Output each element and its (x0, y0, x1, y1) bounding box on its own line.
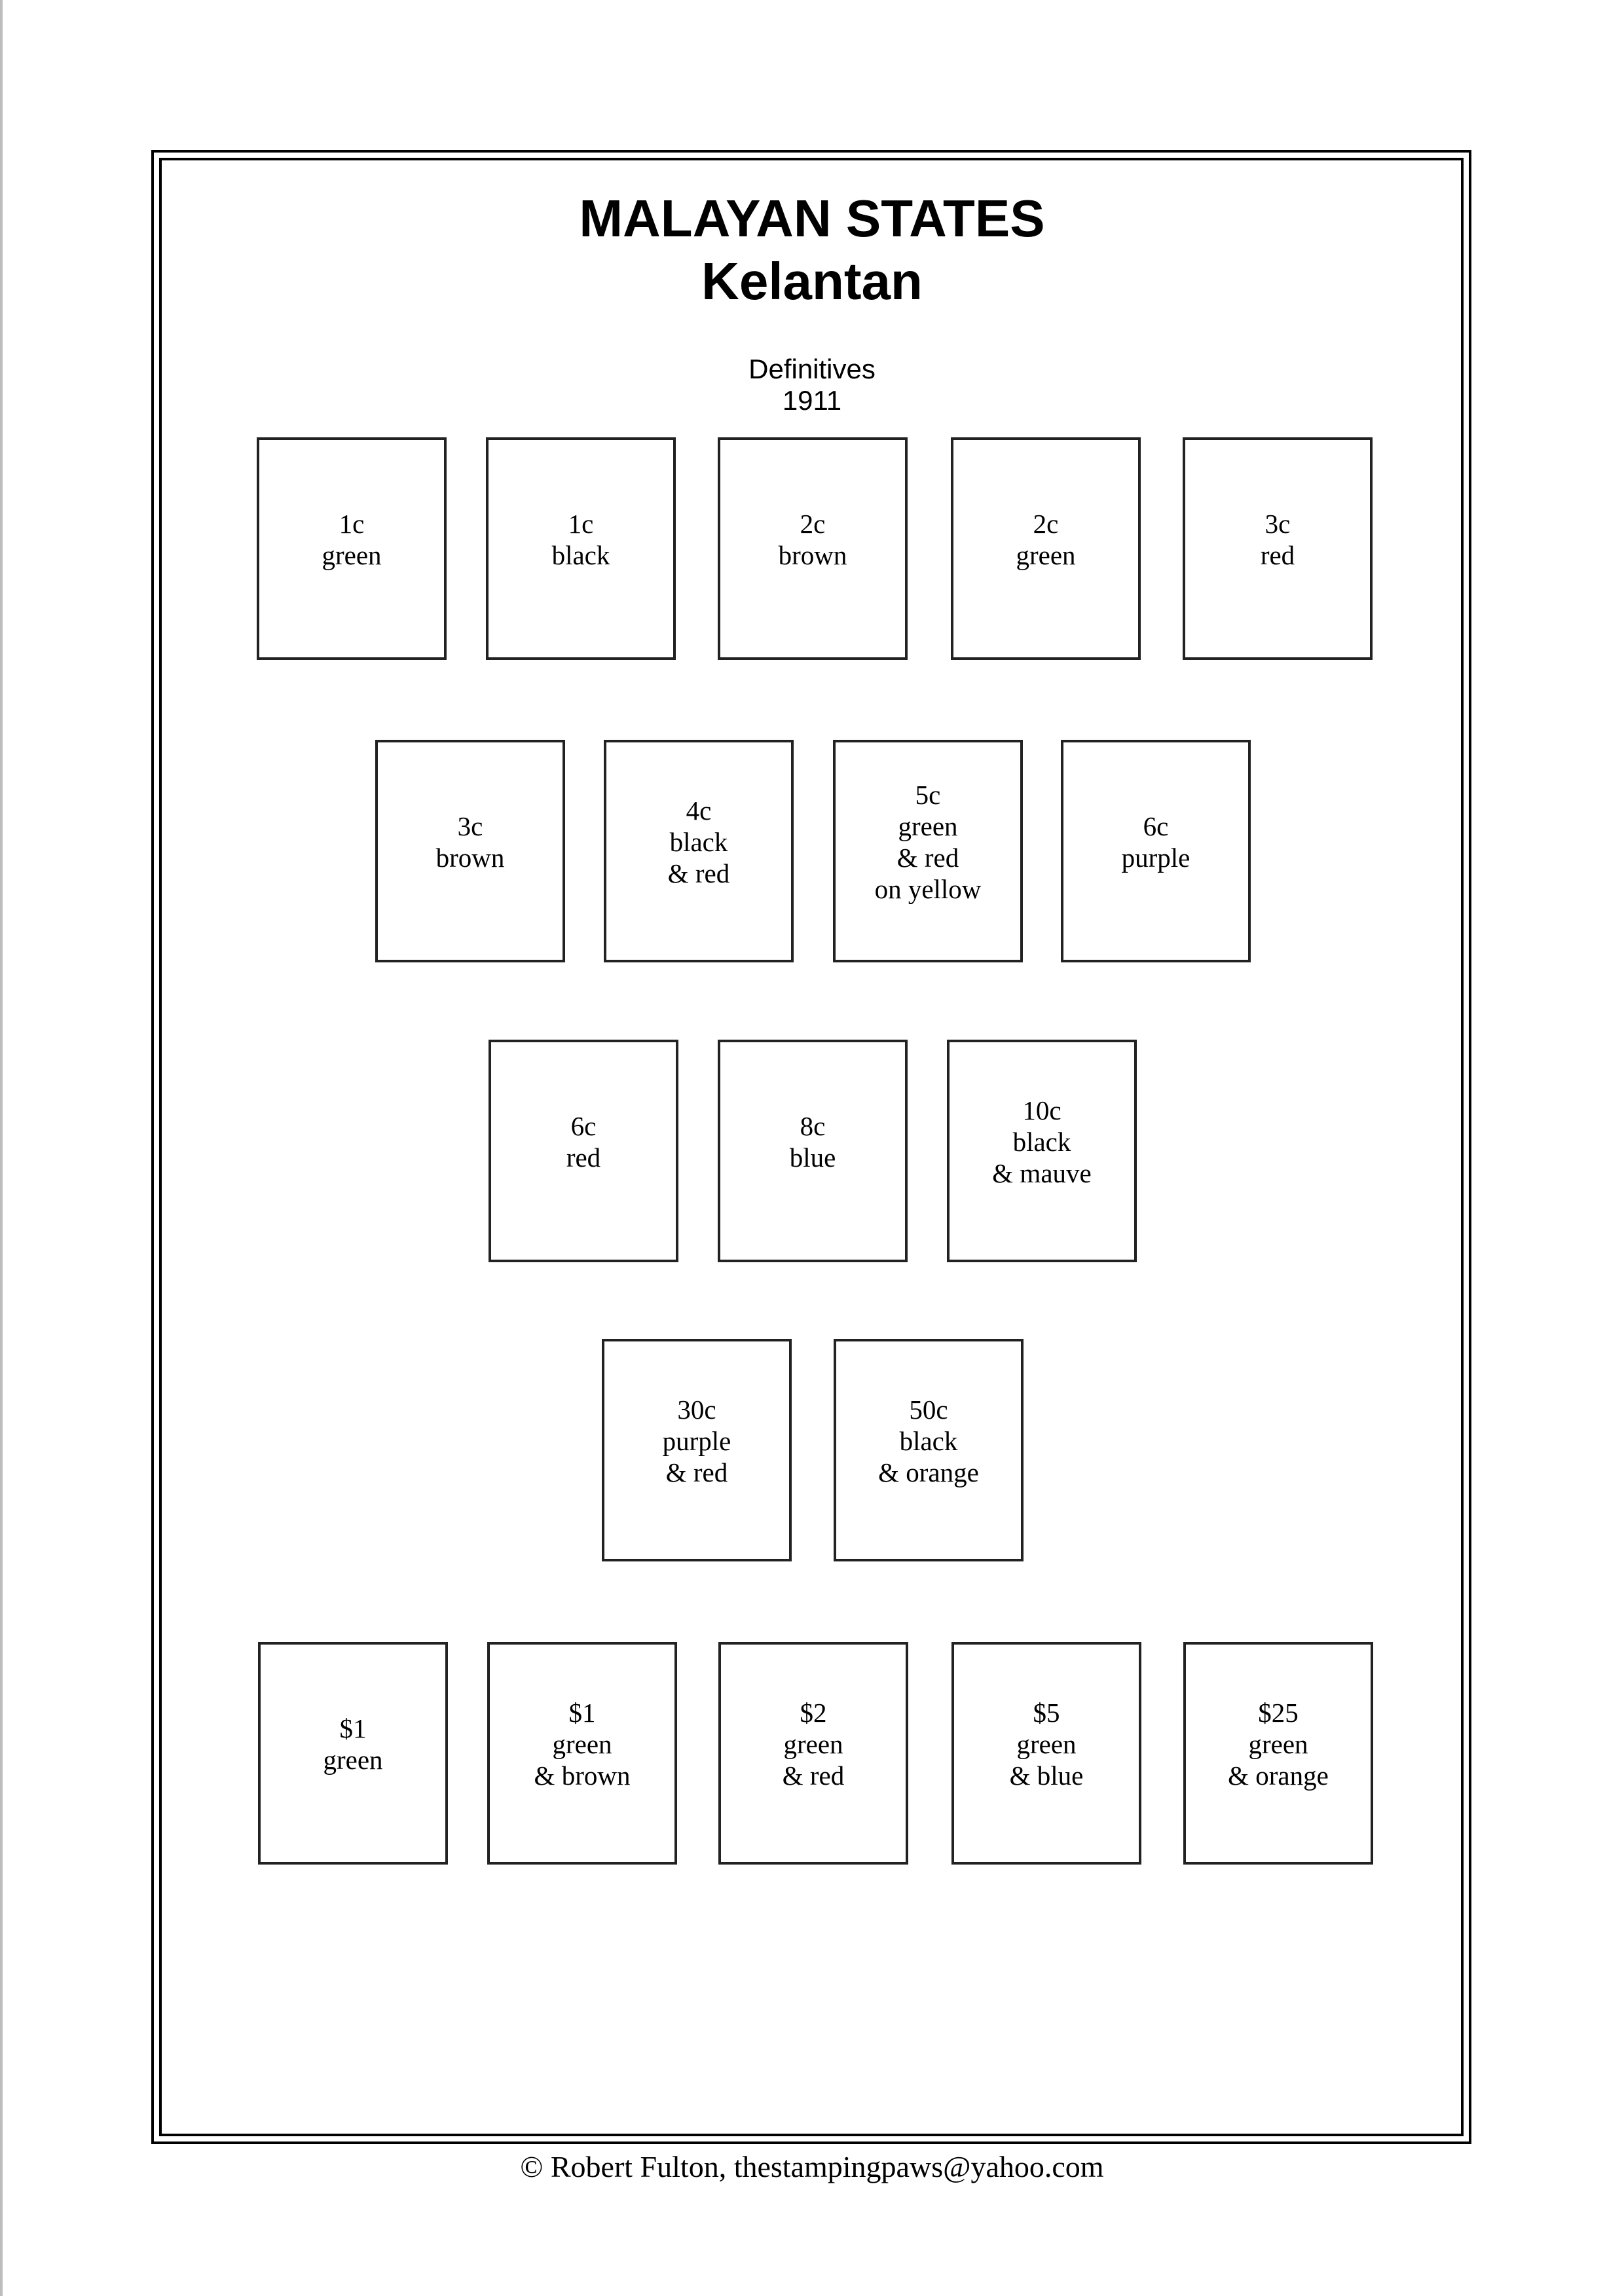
stamp-caption-line: green (1016, 1729, 1077, 1759)
stamp-caption-line: 3c (1264, 509, 1291, 539)
stamp-caption-line: black (899, 1426, 958, 1456)
stamp-caption-line: 1c (568, 509, 594, 539)
stamp-space (486, 437, 676, 660)
stamp-caption-line: 10c (1022, 1095, 1061, 1125)
stamp-caption-line: green (552, 1729, 612, 1759)
stamp-caption-line: & brown (534, 1760, 631, 1791)
stamp-space (258, 1642, 448, 1865)
stamp-space (489, 1040, 678, 1262)
album-title: MALAYAN STATES (579, 189, 1045, 247)
stamp-space (834, 1339, 1024, 1561)
stamp-caption-line: black (551, 540, 610, 570)
stamp-caption-line: 2c (800, 509, 826, 539)
stamp-caption-line: 5c (915, 780, 941, 810)
stamp-caption-line: & red (896, 843, 959, 873)
stamp-caption-line: & red (667, 858, 730, 888)
stamp-caption-line: green (783, 1729, 843, 1759)
stamp-space (718, 1642, 908, 1865)
stamp-caption-line: 6c (570, 1111, 597, 1141)
stamp-caption-line: 1c (339, 509, 365, 539)
copyright-footer: © Robert Fulton, thestampingpaws@yahoo.com (520, 2150, 1104, 2183)
stamp-caption-line: green (322, 540, 382, 570)
album-subtitle: Kelantan (701, 252, 923, 310)
stamp-caption-line: 3c (457, 811, 483, 841)
stamp-caption-line: purple (662, 1426, 731, 1456)
stamp-caption-line: 8c (800, 1111, 826, 1141)
stamp-caption-line: & orange (878, 1457, 979, 1487)
stamp-caption-line: 50c (909, 1394, 948, 1425)
stamp-space (487, 1642, 677, 1865)
stamp-caption-line: & red (782, 1760, 845, 1791)
stamp-caption-line: green (323, 1745, 383, 1775)
stamp-caption-line: $1 (339, 1713, 367, 1743)
stamp-space (375, 740, 565, 962)
stamp-caption-line: $5 (1033, 1698, 1060, 1728)
page-edge (0, 0, 3, 2296)
stamp-space (1061, 740, 1251, 962)
section-year: 1911 (782, 385, 842, 416)
stamp-caption-line: brown (435, 843, 505, 873)
stamp-caption-line: on yellow (874, 874, 982, 904)
stamp-caption-line: & orange (1228, 1760, 1329, 1791)
stamp-space (602, 1339, 792, 1561)
stamp-space (951, 1642, 1141, 1865)
stamp-caption-line: green (1248, 1729, 1308, 1759)
stamp-caption-line: & red (665, 1457, 728, 1487)
stamp-caption-line: black (669, 827, 728, 857)
stamp-caption-line: brown (778, 540, 847, 570)
stamp-caption-line: & blue (1009, 1760, 1084, 1791)
stamp-space (947, 1040, 1137, 1262)
stamp-caption-line: $25 (1258, 1698, 1299, 1728)
stamp-space (718, 437, 908, 660)
stamp-caption-line: red (566, 1142, 601, 1173)
stamp-space (1183, 1642, 1373, 1865)
stamp-caption-line: & mauve (992, 1158, 1092, 1188)
stamp-caption-line: purple (1121, 843, 1190, 873)
stamp-caption-line: 2c (1033, 509, 1059, 539)
stamp-caption-line: 4c (686, 795, 712, 826)
stamp-caption-line: $2 (800, 1698, 827, 1728)
section-heading: Definitives (748, 354, 876, 384)
stamp-caption-line: 30c (677, 1394, 716, 1425)
stamp-space (951, 437, 1141, 660)
stamp-caption-line: $1 (568, 1698, 596, 1728)
stamp-space (1183, 437, 1373, 660)
stamp-caption-line: black (1012, 1127, 1071, 1157)
stamp-space (604, 740, 794, 962)
stamp-space (833, 740, 1023, 962)
stamp-caption-line: 6c (1143, 811, 1169, 841)
stamp-caption-line: green (898, 811, 958, 841)
stamp-space (718, 1040, 908, 1262)
stamp-caption-line: green (1016, 540, 1076, 570)
stamp-space (257, 437, 447, 660)
stamp-caption-line: blue (789, 1142, 836, 1173)
stamp-caption-line: red (1260, 540, 1295, 570)
